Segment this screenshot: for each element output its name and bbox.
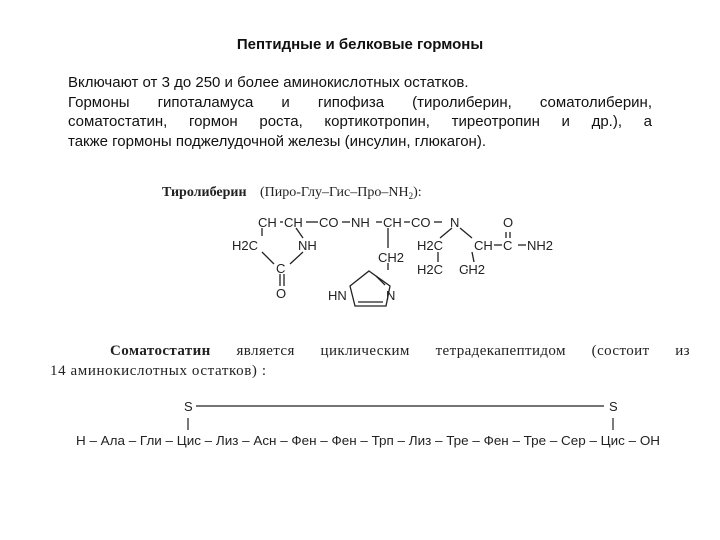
atom-label: HN [328,288,347,303]
atom-label: C [503,238,513,253]
intro-line: соматостатин, гормон роста, кортикотропин, тиреотропин и др.), а [68,113,652,130]
atom-label: CH [474,238,493,253]
atom-label: H2C [417,262,444,277]
atom-label: O [503,215,514,230]
atom-label: CH [284,215,303,230]
sulfur-left: S [184,399,193,414]
amino-acid-sequence: Н – Ала – Гли – Цис – Лиз – Асн – Фен – Фен – Трп – Лиз – Тре – Фен – Тре – Сер – Цис – ОН [76,434,660,448]
atom-label: CH2 [378,250,405,265]
somatostatin-label: Соматостатин [110,343,211,359]
sulfur-right: S [609,399,618,414]
thyroliberin-sequence: $(Пиро-Глу-Гис-Про-NH_2)$: [260,185,422,201]
atom-label: C [276,261,286,276]
atom-label: CO [319,215,339,230]
atom-label: CO [411,215,431,230]
atom-label: CH2 [459,262,486,277]
atom-label: NH [298,238,317,253]
page-title: Пептидные и белковые гормоны [236,36,484,53]
atom-label: H2C [417,238,444,253]
atom-label: NH2 [527,238,554,253]
thyroliberin-label: Тиролиберин [162,185,247,200]
atom-label: O [276,286,287,301]
somatostatin-line: Соматостатин является циклическим тетрадекапептидом (состоит из [110,343,690,359]
atom-label: CH [383,215,402,230]
somatostatin-line: 14 аминокислотных остатков) : [50,363,267,379]
atom-label: NH [351,215,370,230]
atom-label: N [386,288,396,303]
intro-line: Гормоны гипоталамуса и гипофиза (тиролиберин, соматолиберин, [68,93,652,111]
intro-line: также гормоны поджелудочной железы (инсулин, глюкагон). [68,132,486,150]
atom-label: N [450,215,460,230]
atom-label: H2C [232,238,259,253]
intro-line: Включают от 3 до 250 и более аминокислотных остатков. [68,74,469,91]
atom-label: CH [258,215,277,230]
